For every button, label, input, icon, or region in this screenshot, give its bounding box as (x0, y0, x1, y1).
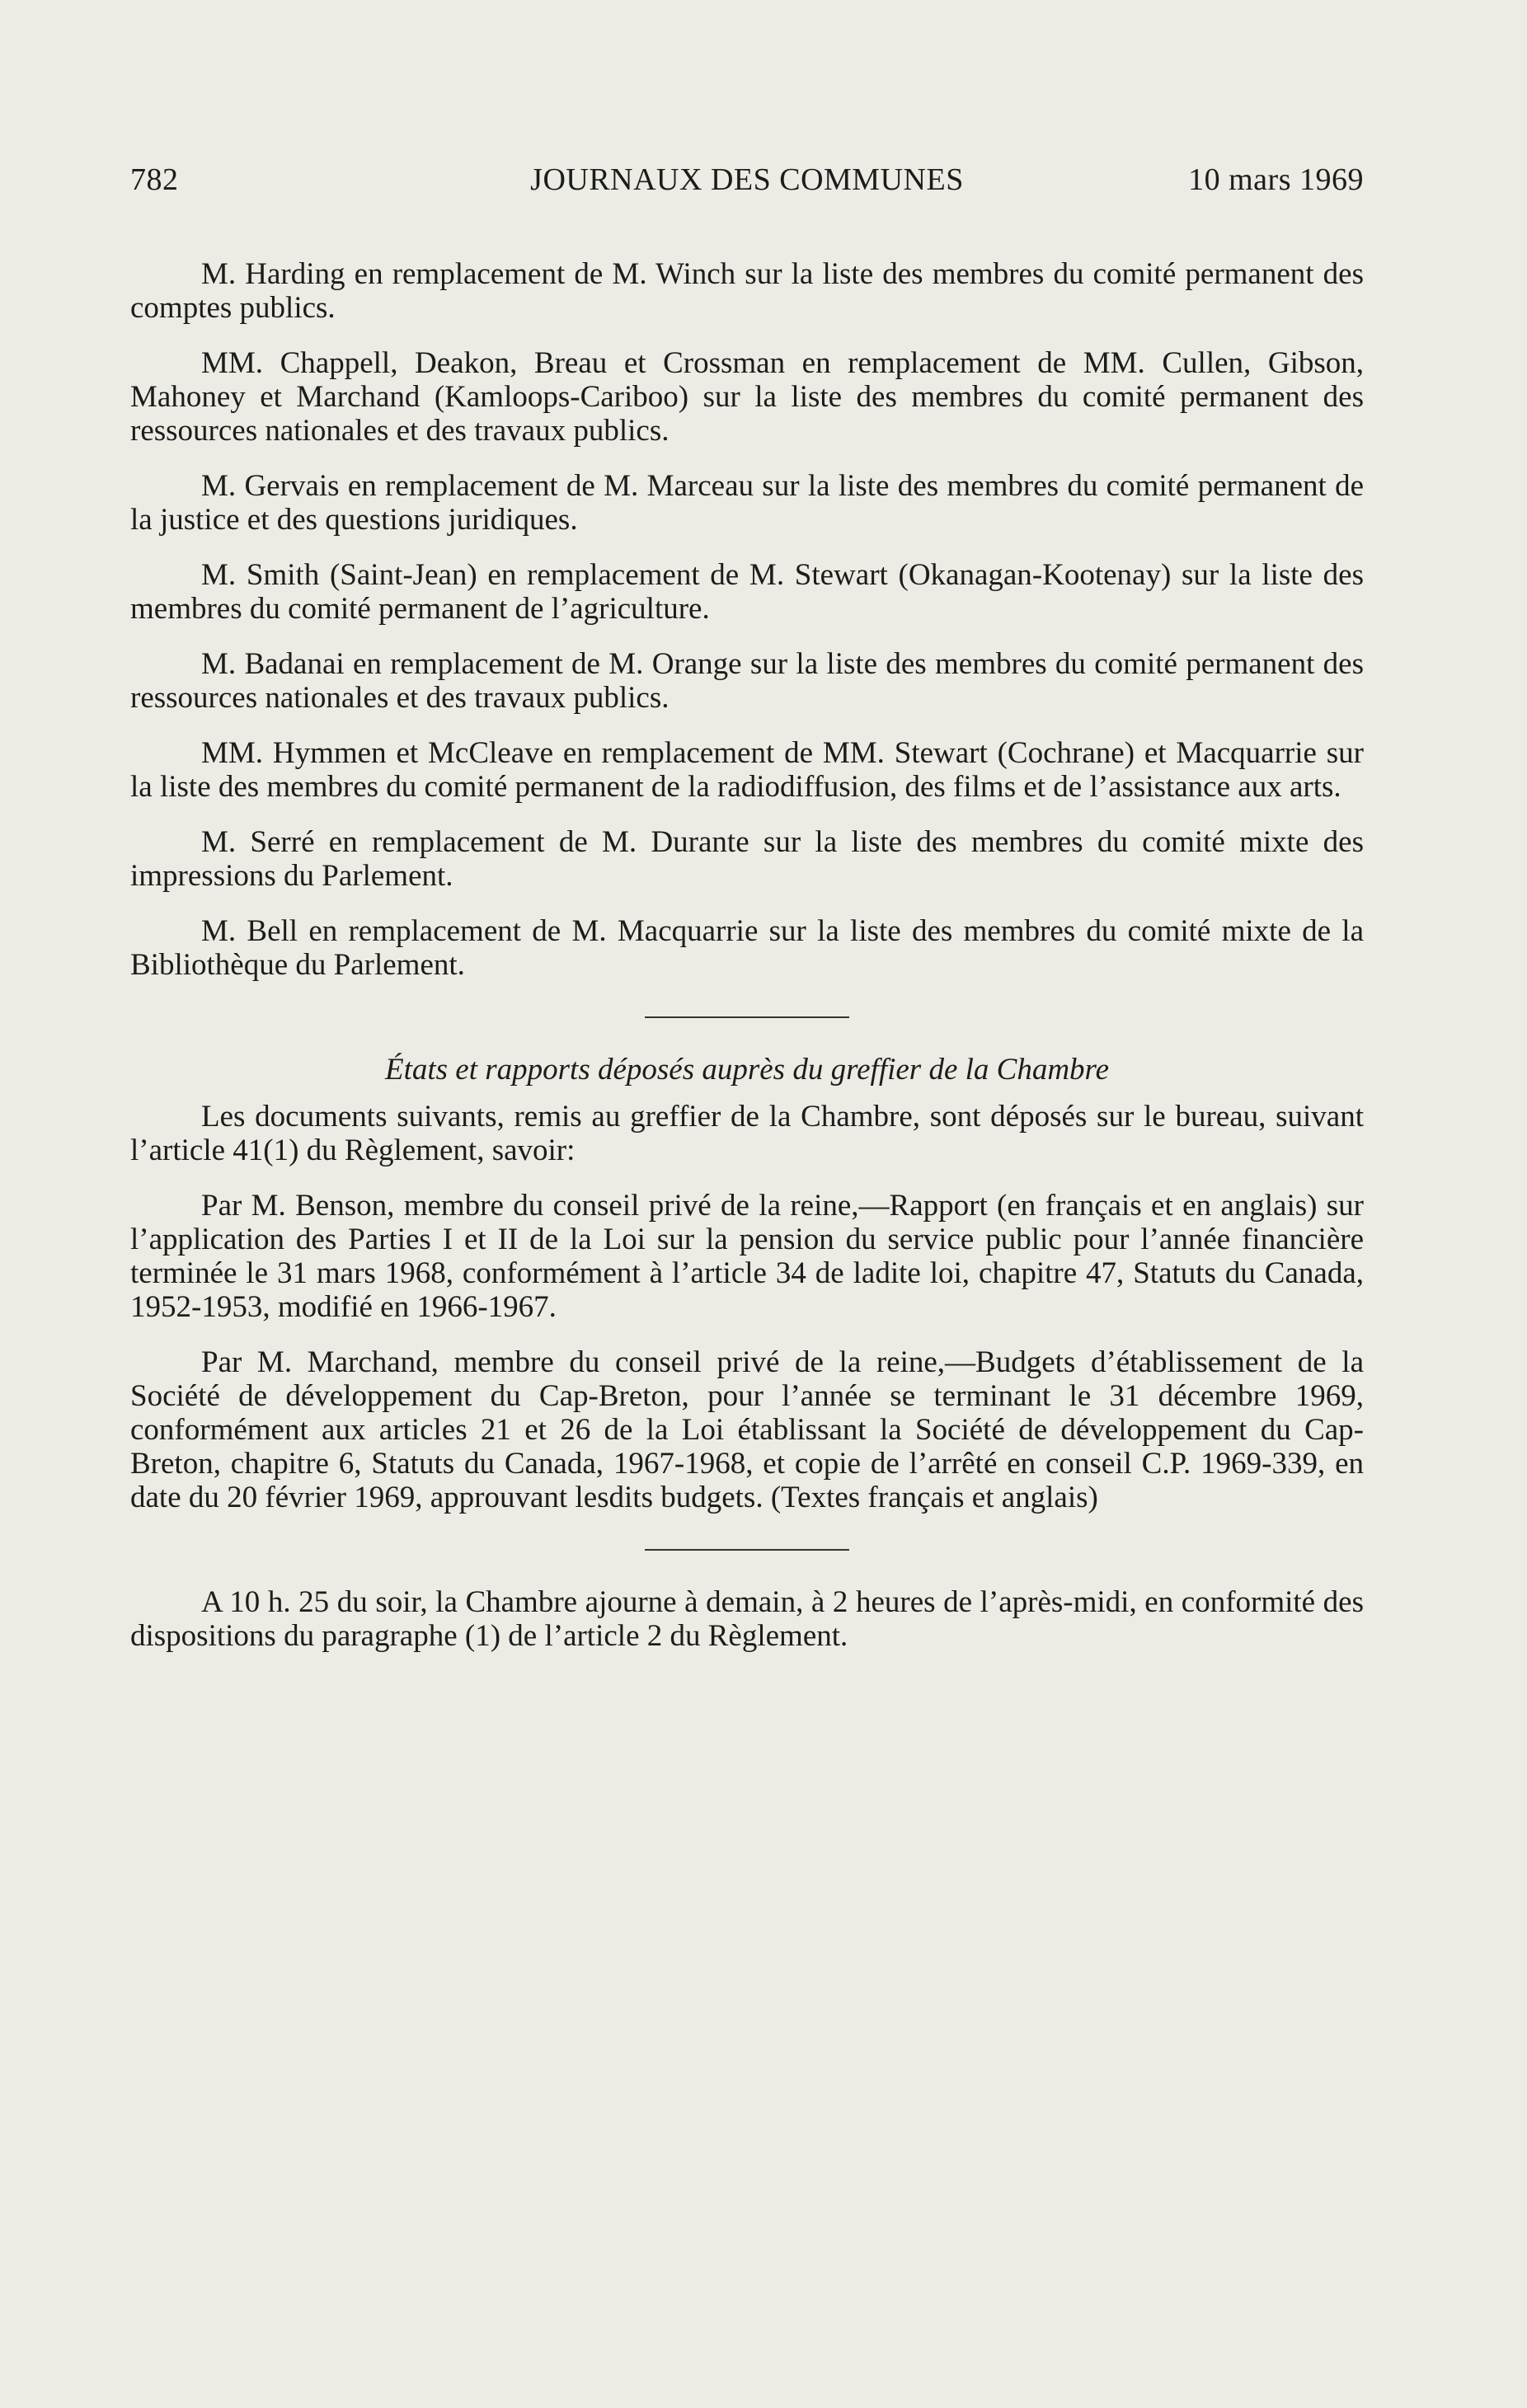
replacement-paragraph: M. Badanai en remplacement de M. Orange sur la liste des membres du comité permanent des ressources nationales et des travaux publics. (130, 647, 1364, 715)
replacement-paragraph: M. Harding en remplacement de M. Winch sur la liste des membres du comité permanent des comptes publics. (130, 257, 1364, 325)
replacement-paragraph: M. Gervais en remplacement de M. Marceau sur la liste des membres du comité permanent de la justice et des questions juridiques. (130, 469, 1364, 537)
tabled-document: Par M. Benson, membre du conseil privé de la reine,—Rapport (en français et en anglais) sur l’application des Parties I et II de la Loi sur la pension du service public pour l’année financière terminée le 31 mars 1968, conformément à l’article 34 de ladite loi, chapitre 47, Statuts du Canada, 1952-1953, modifié en 1966-1967. (130, 1189, 1364, 1324)
adjournment-paragraph: A 10 h. 25 du soir, la Chambre ajourne à demain, à 2 heures de l’après-midi, en conformité des dispositions du paragraphe (1) de l’article 2 du Règlement. (130, 1585, 1364, 1653)
running-header (130, 162, 1364, 203)
page-number: 782 (130, 162, 179, 197)
section-heading: États et rapports déposés auprès du greffier de la Chambre (384, 1053, 1109, 1087)
tabled-document: Par M. Marchand, membre du conseil privé de la reine,—Budgets d’établissement de la Société de développement du Cap-Breton, pour l’année se terminant le 31 décembre 1969, conformément aux articles 21 et 26 de la Loi établissant la Société de développement du Cap-Breton, chapitre 6, Statuts du Canada, 1967-1968, et copie de l’arrêté en conseil C.P. 1969-339, en date du 20 février 1969, approuvant lesdits budgets. (Textes français et anglais) (130, 1345, 1364, 1514)
section-divider (645, 1016, 849, 1018)
journal-title: JOURNAUX DES COMMUNES (530, 162, 964, 197)
page-body (130, 257, 1364, 1674)
replacement-paragraph: MM. Chappell, Deakon, Breau et Crossman en remplacement de MM. Cullen, Gibson, Mahoney et Marchand (Kamloops-Cariboo) sur la liste des membres du comité permanent des ressources nationales et des travaux publics. (130, 346, 1364, 448)
section-divider (645, 1549, 849, 1551)
replacement-paragraph: M. Smith (Saint-Jean) en remplacement de M. Stewart (Okanagan-Kootenay) sur la liste des membres du comité permanent de l’agriculture. (130, 558, 1364, 626)
replacement-paragraph: M. Serré en remplacement de M. Durante sur la liste des membres du comité mixte des impressions du Parlement. (130, 825, 1364, 893)
section-intro: Les documents suivants, remis au greffier de la Chambre, sont déposés sur le bureau, suivant l’article 41(1) du Règlement, savoir: (130, 1100, 1364, 1167)
replacement-paragraph: MM. Hymmen et McCleave en remplacement de MM. Stewart (Cochrane) et Macquarrie sur la liste des membres du comité permanent de la radiodiffusion, des films et de l’assistance aux arts. (130, 736, 1364, 804)
header-date: 10 mars 1969 (1188, 162, 1364, 197)
replacement-paragraph: M. Bell en remplacement de M. Macquarrie sur la liste des membres du comité mixte de la Bibliothèque du Parlement. (130, 914, 1364, 982)
